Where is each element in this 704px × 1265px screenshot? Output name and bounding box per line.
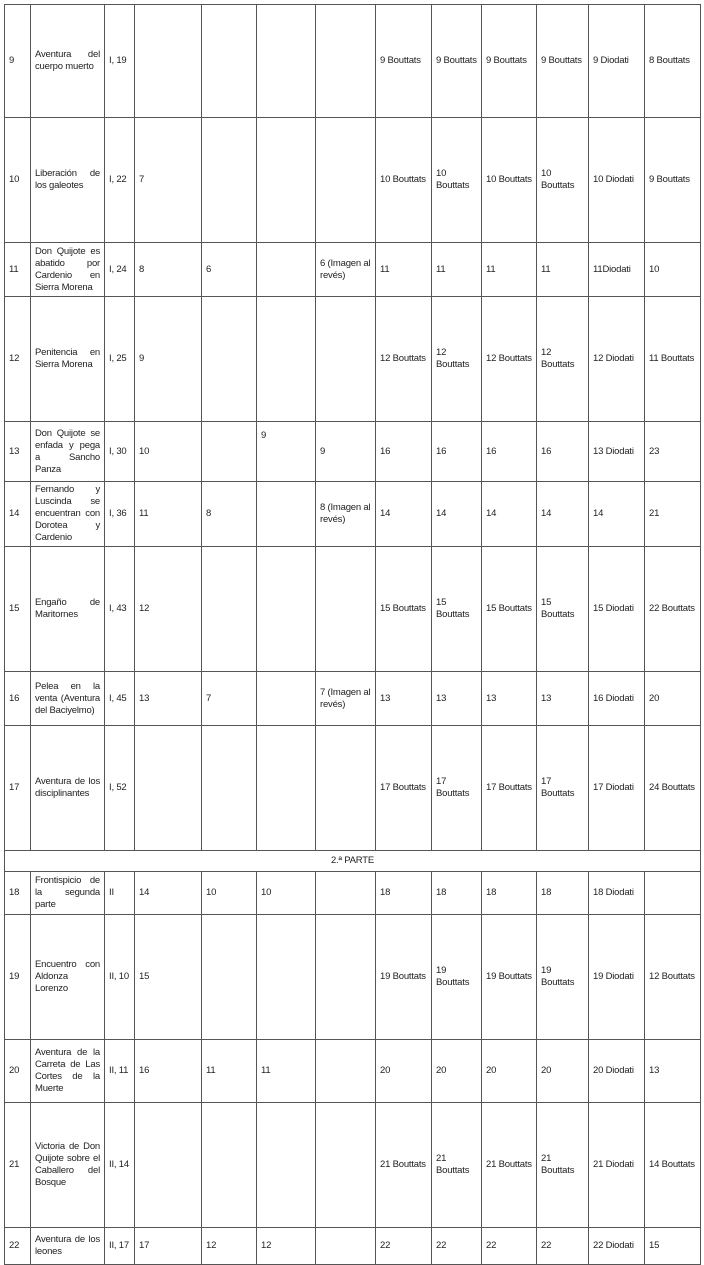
edition-cell: 19 Diodati xyxy=(589,915,645,1040)
edition-cell: 13 xyxy=(537,672,589,726)
edition-cell xyxy=(257,118,316,243)
edition-cell: 8 (Imagen al revés) xyxy=(316,482,376,547)
edition-cell: 9 xyxy=(257,422,316,482)
edition-cell: 21 Bouttats xyxy=(482,1103,537,1228)
chapter-ref-cell: I, 30 xyxy=(105,422,135,482)
row-number-cell: 16 xyxy=(5,672,31,726)
edition-cell: 14 xyxy=(432,482,482,547)
edition-cell xyxy=(316,118,376,243)
edition-cell: 16 xyxy=(537,422,589,482)
title-cell: Victoria de Don Quijote sobre el Caballero del Bosque xyxy=(31,1103,105,1228)
edition-cell xyxy=(316,726,376,851)
edition-cell: 12 Bouttats xyxy=(376,297,432,422)
edition-cell: 10 Bouttats xyxy=(482,118,537,243)
edition-cell: 12 Diodati xyxy=(589,297,645,422)
edition-cell: 11 Bouttats xyxy=(645,297,701,422)
edition-cell xyxy=(202,547,257,672)
table-row xyxy=(5,5,701,118)
title-cell: Engaño de Maritornes xyxy=(31,547,105,672)
edition-cell: 22 xyxy=(482,1228,537,1265)
edition-cell: 14 xyxy=(589,482,645,547)
table-body xyxy=(5,5,701,1265)
row-number-cell: 15 xyxy=(5,547,31,672)
chapter-ref-cell: II, 10 xyxy=(105,915,135,1040)
edition-cell: 19 Bouttats xyxy=(376,915,432,1040)
row-number-cell: 18 xyxy=(5,872,31,915)
edition-cell xyxy=(257,243,316,297)
edition-cell: 11 xyxy=(376,243,432,297)
title-cell: Encuentro con Aldonza Lorenzo xyxy=(31,915,105,1040)
edition-cell: 10 xyxy=(257,872,316,915)
edition-cell: 20 Diodati xyxy=(589,1040,645,1103)
chapter-ref-cell: I, 25 xyxy=(105,297,135,422)
title-cell: Aventura de la Carreta de Las Cortes de la Muerte xyxy=(31,1040,105,1103)
edition-cell: 13 xyxy=(432,672,482,726)
edition-cell: 19 Bouttats xyxy=(482,915,537,1040)
edition-cell: 17 Bouttats xyxy=(432,726,482,851)
edition-cell xyxy=(257,672,316,726)
edition-cell: 11 xyxy=(432,243,482,297)
edition-cell: 9 Diodati xyxy=(589,5,645,118)
edition-cell: 20 xyxy=(376,1040,432,1103)
table-row xyxy=(5,726,701,851)
edition-cell: 17 xyxy=(135,1228,202,1265)
row-number-cell: 19 xyxy=(5,915,31,1040)
chapter-ref-cell: I, 36 xyxy=(105,482,135,547)
edition-cell: 20 xyxy=(432,1040,482,1103)
edition-cell: 23 xyxy=(645,422,701,482)
row-number-cell: 11 xyxy=(5,243,31,297)
edition-cell: 13 xyxy=(376,672,432,726)
row-number-cell: 13 xyxy=(5,422,31,482)
edition-cell: 21 Bouttats xyxy=(537,1103,589,1228)
edition-cell: 18 xyxy=(537,872,589,915)
edition-cell: 10 Bouttats xyxy=(432,118,482,243)
chapter-ref-cell: II, 11 xyxy=(105,1040,135,1103)
edition-cell: 12 Bouttats xyxy=(537,297,589,422)
edition-cell: 20 xyxy=(645,672,701,726)
edition-cell: 9 Bouttats xyxy=(376,5,432,118)
edition-cell: 12 xyxy=(257,1228,316,1265)
chapter-ref-cell: II, 14 xyxy=(105,1103,135,1228)
edition-cell xyxy=(257,297,316,422)
edition-cell xyxy=(257,547,316,672)
edition-cell: 16 xyxy=(432,422,482,482)
edition-cell: 22 xyxy=(537,1228,589,1265)
section-heading: 2.ª PARTE xyxy=(5,851,701,872)
edition-cell: 16 xyxy=(376,422,432,482)
edition-cell: 18 Diodati xyxy=(589,872,645,915)
row-number-cell: 21 xyxy=(5,1103,31,1228)
table-row xyxy=(5,422,701,482)
edition-cell xyxy=(257,482,316,547)
title-cell: Liberación de los galeotes xyxy=(31,118,105,243)
table-row xyxy=(5,1103,701,1228)
edition-cell xyxy=(202,297,257,422)
chapter-ref-cell: II, 17 xyxy=(105,1228,135,1265)
edition-cell xyxy=(316,297,376,422)
row-number-cell: 14 xyxy=(5,482,31,547)
edition-cell: 14 xyxy=(135,872,202,915)
edition-cell: 21 Bouttats xyxy=(376,1103,432,1228)
edition-cell xyxy=(202,118,257,243)
edition-cell: 24 Bouttats xyxy=(645,726,701,851)
edition-cell: 17 Bouttats xyxy=(537,726,589,851)
edition-cell: 14 xyxy=(376,482,432,547)
chapter-ref-cell: I, 19 xyxy=(105,5,135,118)
edition-cell: 11Diodati xyxy=(589,243,645,297)
title-cell: Fernando y Luscinda se encuentran con Dorotea y Cardenio xyxy=(31,482,105,547)
title-cell: Pelea en la venta (Aventura del Baciyelmo) xyxy=(31,672,105,726)
edition-cell: 12 xyxy=(202,1228,257,1265)
edition-cell: 6 (Imagen al revés) xyxy=(316,243,376,297)
edition-cell xyxy=(202,726,257,851)
edition-cell: 9 xyxy=(135,297,202,422)
edition-cell: 9 Bouttats xyxy=(482,5,537,118)
edition-cell: 21 Diodati xyxy=(589,1103,645,1228)
edition-cell: 16 xyxy=(482,422,537,482)
edition-cell xyxy=(257,5,316,118)
section-row xyxy=(5,851,701,872)
edition-cell: 9 Bouttats xyxy=(537,5,589,118)
edition-cell: 16 Diodati xyxy=(589,672,645,726)
edition-cell xyxy=(316,1040,376,1103)
edition-cell: 10 Bouttats xyxy=(537,118,589,243)
row-number-cell: 20 xyxy=(5,1040,31,1103)
edition-cell xyxy=(645,872,701,915)
chapter-ref-cell: I, 43 xyxy=(105,547,135,672)
edition-cell: 14 xyxy=(537,482,589,547)
title-cell: Aventura del cuerpo muerto xyxy=(31,5,105,118)
edition-cell: 8 Bouttats xyxy=(645,5,701,118)
edition-cell: 15 Bouttats xyxy=(432,547,482,672)
edition-cell: 17 Diodati xyxy=(589,726,645,851)
chapter-ref-cell: I, 52 xyxy=(105,726,135,851)
table-row xyxy=(5,915,701,1040)
chapter-ref-cell: I, 24 xyxy=(105,243,135,297)
edition-cell: 11 xyxy=(257,1040,316,1103)
edition-cell: 14 xyxy=(482,482,537,547)
chapter-ref-cell: I, 22 xyxy=(105,118,135,243)
edition-cell: 22 xyxy=(432,1228,482,1265)
edition-cell: 15 Bouttats xyxy=(537,547,589,672)
edition-cell xyxy=(202,5,257,118)
edition-cell xyxy=(202,915,257,1040)
edition-cell: 7 xyxy=(202,672,257,726)
edition-cell: 13 Diodati xyxy=(589,422,645,482)
edition-cell: 22 xyxy=(376,1228,432,1265)
edition-cell: 8 xyxy=(135,243,202,297)
edition-cell xyxy=(202,1103,257,1228)
edition-cell: 18 xyxy=(376,872,432,915)
edition-cell xyxy=(257,726,316,851)
edition-cell: 22 Bouttats xyxy=(645,547,701,672)
title-cell: Don Quijote es abatido por Cardenio en Sierra Morena xyxy=(31,243,105,297)
edition-cell: 18 xyxy=(482,872,537,915)
row-number-cell: 17 xyxy=(5,726,31,851)
edition-cell: 13 xyxy=(135,672,202,726)
table-row xyxy=(5,243,701,297)
edition-cell: 8 xyxy=(202,482,257,547)
edition-cell xyxy=(316,547,376,672)
edition-cell: 12 Bouttats xyxy=(482,297,537,422)
edition-cell: 20 xyxy=(537,1040,589,1103)
edition-cell xyxy=(316,1228,376,1265)
edition-cell: 15 xyxy=(135,915,202,1040)
table-row xyxy=(5,1228,701,1265)
edition-cell: 15 Bouttats xyxy=(376,547,432,672)
edition-cell: 10 Diodati xyxy=(589,118,645,243)
chapter-ref-cell: I, 45 xyxy=(105,672,135,726)
edition-cell: 22 Diodati xyxy=(589,1228,645,1265)
edition-cell: 13 xyxy=(482,672,537,726)
edition-cell xyxy=(316,5,376,118)
edition-cell xyxy=(316,915,376,1040)
edition-cell: 19 Bouttats xyxy=(432,915,482,1040)
edition-cell: 14 Bouttats xyxy=(645,1103,701,1228)
edition-cell xyxy=(135,1103,202,1228)
chapter-ref-cell: II xyxy=(105,872,135,915)
table-row xyxy=(5,1040,701,1103)
edition-cell: 12 xyxy=(135,547,202,672)
edition-cell xyxy=(316,872,376,915)
row-number-cell: 12 xyxy=(5,297,31,422)
edition-cell: 15 Bouttats xyxy=(482,547,537,672)
edition-cell xyxy=(135,5,202,118)
illustrations-table xyxy=(4,4,701,1265)
edition-cell: 20 xyxy=(482,1040,537,1103)
edition-cell: 11 xyxy=(482,243,537,297)
edition-cell: 11 xyxy=(537,243,589,297)
table-row xyxy=(5,482,701,547)
edition-cell: 10 xyxy=(645,243,701,297)
edition-cell: 9 Bouttats xyxy=(645,118,701,243)
edition-cell: 21 Bouttats xyxy=(432,1103,482,1228)
title-cell: Don Quijote se enfada y pega a Sancho Panza xyxy=(31,422,105,482)
edition-cell xyxy=(257,1103,316,1228)
edition-cell xyxy=(257,915,316,1040)
edition-cell: 7 (Imagen al revés) xyxy=(316,672,376,726)
edition-cell: 12 Bouttats xyxy=(645,915,701,1040)
edition-cell: 17 Bouttats xyxy=(482,726,537,851)
row-number-cell: 10 xyxy=(5,118,31,243)
title-cell: Frontispicio de la segunda parte xyxy=(31,872,105,915)
edition-cell: 10 Bouttats xyxy=(376,118,432,243)
title-cell: Aventura de los leones xyxy=(31,1228,105,1265)
edition-cell: 11 xyxy=(135,482,202,547)
edition-cell: 7 xyxy=(135,118,202,243)
edition-cell xyxy=(316,1103,376,1228)
table-row xyxy=(5,872,701,915)
edition-cell: 12 Bouttats xyxy=(432,297,482,422)
table-row xyxy=(5,297,701,422)
table-row xyxy=(5,547,701,672)
edition-cell: 17 Bouttats xyxy=(376,726,432,851)
edition-cell: 18 xyxy=(432,872,482,915)
edition-cell: 9 Bouttats xyxy=(432,5,482,118)
edition-cell: 15 Diodati xyxy=(589,547,645,672)
row-number-cell: 22 xyxy=(5,1228,31,1265)
edition-cell xyxy=(135,726,202,851)
edition-cell: 13 xyxy=(645,1040,701,1103)
title-cell: Aventura de los disciplinantes xyxy=(31,726,105,851)
edition-cell: 21 xyxy=(645,482,701,547)
edition-cell: 6 xyxy=(202,243,257,297)
edition-cell: 16 xyxy=(135,1040,202,1103)
row-number-cell: 9 xyxy=(5,5,31,118)
edition-cell xyxy=(202,422,257,482)
table-row xyxy=(5,118,701,243)
table-row xyxy=(5,672,701,726)
edition-cell: 10 xyxy=(135,422,202,482)
title-cell: Penitencia en Sierra Morena xyxy=(31,297,105,422)
edition-cell: 19 Bouttats xyxy=(537,915,589,1040)
edition-cell: 11 xyxy=(202,1040,257,1103)
edition-cell: 9 xyxy=(316,422,376,482)
edition-cell: 15 xyxy=(645,1228,701,1265)
edition-cell: 10 xyxy=(202,872,257,915)
